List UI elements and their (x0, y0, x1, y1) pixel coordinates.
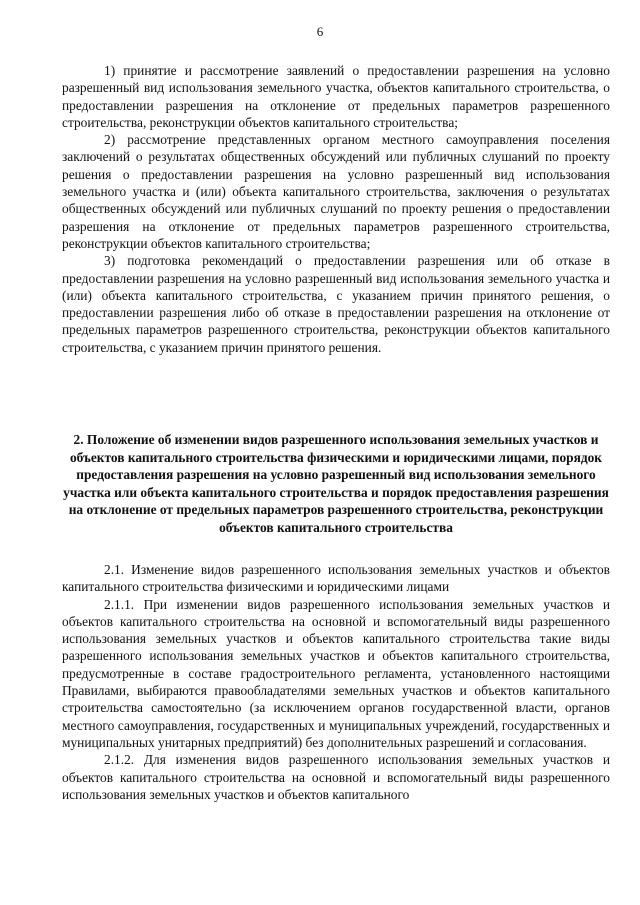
paragraph-2-1-1: 2.1.1. При изменении видов разрешенного использования земельных участков и объектов капитального строительства на основной и вспомогательный виды разрешенного использования земельных участков и объектов капитального строительства такие виды разрешенного использования земельных участков и объектов капитального строительства, предусмотренные в составе градостроительного регламента, установленного настоящими Правилами, выбираются правообладателями земельных участков и объектов капитального строительства самостоятельно (за исключением органов государственной власти, органов местного самоуправления, государственных и муниципальных учреждений, государственных и муниципальных унитарных предприятий) без дополнительных разрешений и согласования. (62, 596, 610, 750)
section-heading: 2. Положение об изменении видов разрешенного использования земельных участков и объектов капитального строительства физическими и юридическими лицами, порядок предоставления разрешения на условно разрешенный вид использования земельного участка или объекта капитального строительства и порядок предоставления разрешения на отклонение от предельных параметров разрешенного строительства, реконструкции объектов капитального строительства (63, 432, 609, 535)
page-number: 6 (316, 24, 324, 39)
paragraph-2-1: 2.1. Изменение видов разрешенного использования земельных участков и объектов капитального строительства физическими и юридическими лицами (62, 562, 610, 595)
section-body (62, 561, 610, 803)
list-item-1: 1) принятие и рассмотрение заявлений о предоставлении разрешения на условно разрешенный вид использования земельного участка, объектов капитального строительства, о предоставлении разрешения на отклонение от предельных параметров разрешенного строительства, реконструкции объектов капитального строительства; (62, 63, 610, 130)
list-item-2: 2) рассмотрение представленных органом местного самоуправления поселения заключений о результатах общественных обсуждений или публичных слушаний по проекту решения о предоставлении разрешения на условно разрешенный вид использования земельного участка и (или) объекта капитального строительства, заключения о результатах общественных обсуждений или публичных слушаний по проекту решения о предоставлении разрешения на отклонение от предельных параметров разрешенного строительства, реконструкции объектов капитального строительства; (62, 132, 610, 251)
paragraph-2-1-2: 2.1.2. Для изменения видов разрешенного использования земельных участков и объектов капитального строительства на основной и вспомогательный виды разрешенного использования земельных участков и объектов капитального (62, 752, 610, 802)
list-block (62, 62, 610, 356)
list-item-3: 3) подготовка рекомендаций о предоставлении разрешения или об отказе в предоставлении разрешения на условно разрешенный вид использования земельного участка и (или) объекта капитального строительства, с указанием причин принятого решения, о предоставлении разрешения либо об отказе в предоставлении разрешения на отклонение от предельных параметров разрешенного строительства, реконструкции объектов капитального строительства, с указанием причин принятого решения. (62, 253, 610, 355)
